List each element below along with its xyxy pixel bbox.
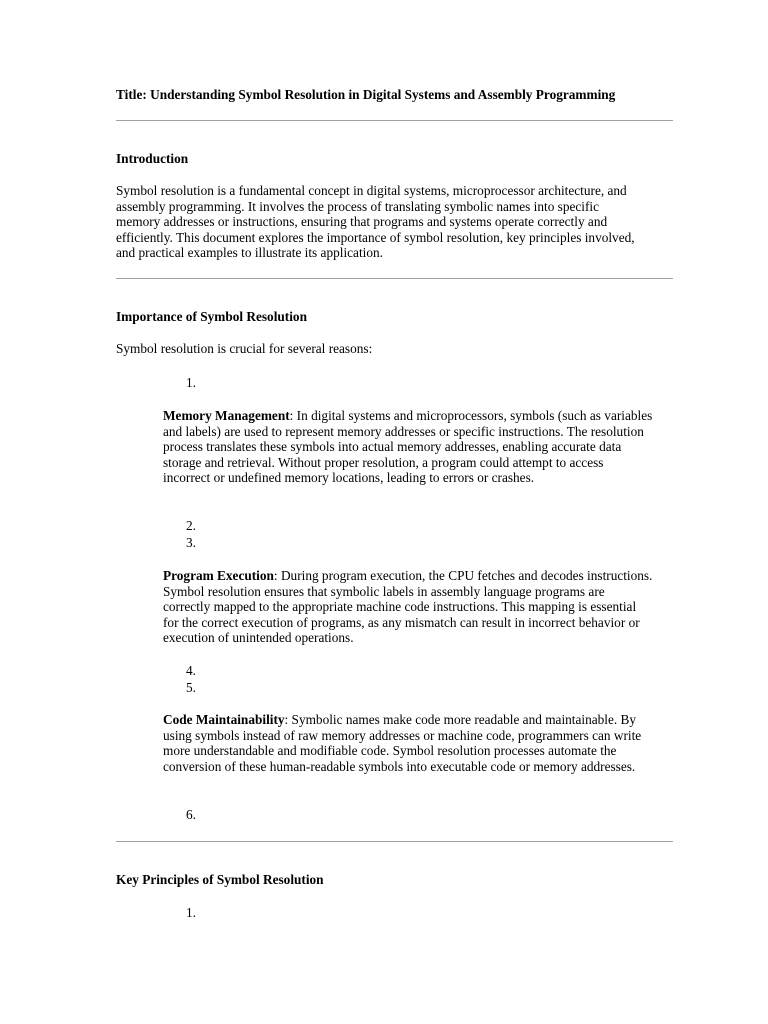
divider <box>116 278 673 279</box>
list-item-term: Code Maintainability <box>163 712 285 727</box>
importance-lead: Symbol resolution is crucial for several reasons: <box>116 341 373 356</box>
divider <box>116 120 673 121</box>
list-number: 3. <box>186 535 196 550</box>
list-item-text: : In digital systems and microprocessors, symbols (such as variables and labels) are used to represent memory addresses or specific instructions. The resolution process translates these symbols into actual memory addresses, enabling accurate data storage and retrieval. Without proper resolution, a program could attempt to access incorrect or undefined memory locations, leading to errors or crashes. <box>163 408 653 485</box>
list-number: 1. <box>186 375 196 390</box>
list-item-program-execution <box>163 568 653 646</box>
list-number: 2. <box>186 518 196 533</box>
document-title: Title: Understanding Symbol Resolution in Digital Systems and Assembly Programming <box>116 87 616 102</box>
list-number: 1. <box>186 905 196 920</box>
divider <box>116 841 673 842</box>
list-item-text: : Symbolic names make code more readable and maintainable. By using symbols instead of raw memory addresses or machine code, programmers can write more understandable and modifiable code. Symbol resolution processes automate the conversion of these human-readable symbols into executable code or memory addresses. <box>163 712 642 774</box>
importance-heading: Importance of Symbol Resolution <box>116 309 307 324</box>
introduction-paragraph: Symbol resolution is a fundamental concept in digital systems, microprocessor architecture, and assembly programming. It involves the process of translating symbolic names into specific memory addresses or instructions, ensuring that programs and systems operate correctly and efficiently. This document explores the importance of symbol resolution, key principles involved, and practical examples to illustrate its application. <box>116 183 635 260</box>
list-item-term: Program Execution <box>163 568 274 583</box>
list-item-memory-management <box>163 408 653 486</box>
list-item-text: : During program execution, the CPU fetches and decodes instructions. Symbol resolution ensures that symbolic labels in assembly language programs are correctly mapped to the appropriate machine code instructions. This mapping is essential for the correct execution of programs, as any mismatch can result in incorrect behavior or execution of unintended operations. <box>163 568 653 645</box>
introduction-heading: Introduction <box>116 151 189 166</box>
list-number: 6. <box>186 807 196 822</box>
list-item-code-maintainability <box>163 712 653 774</box>
principles-heading: Key Principles of Symbol Resolution <box>116 872 324 887</box>
list-item-term: Memory Management <box>163 408 290 423</box>
list-number: 5. <box>186 680 196 695</box>
list-number: 4. <box>186 663 196 678</box>
